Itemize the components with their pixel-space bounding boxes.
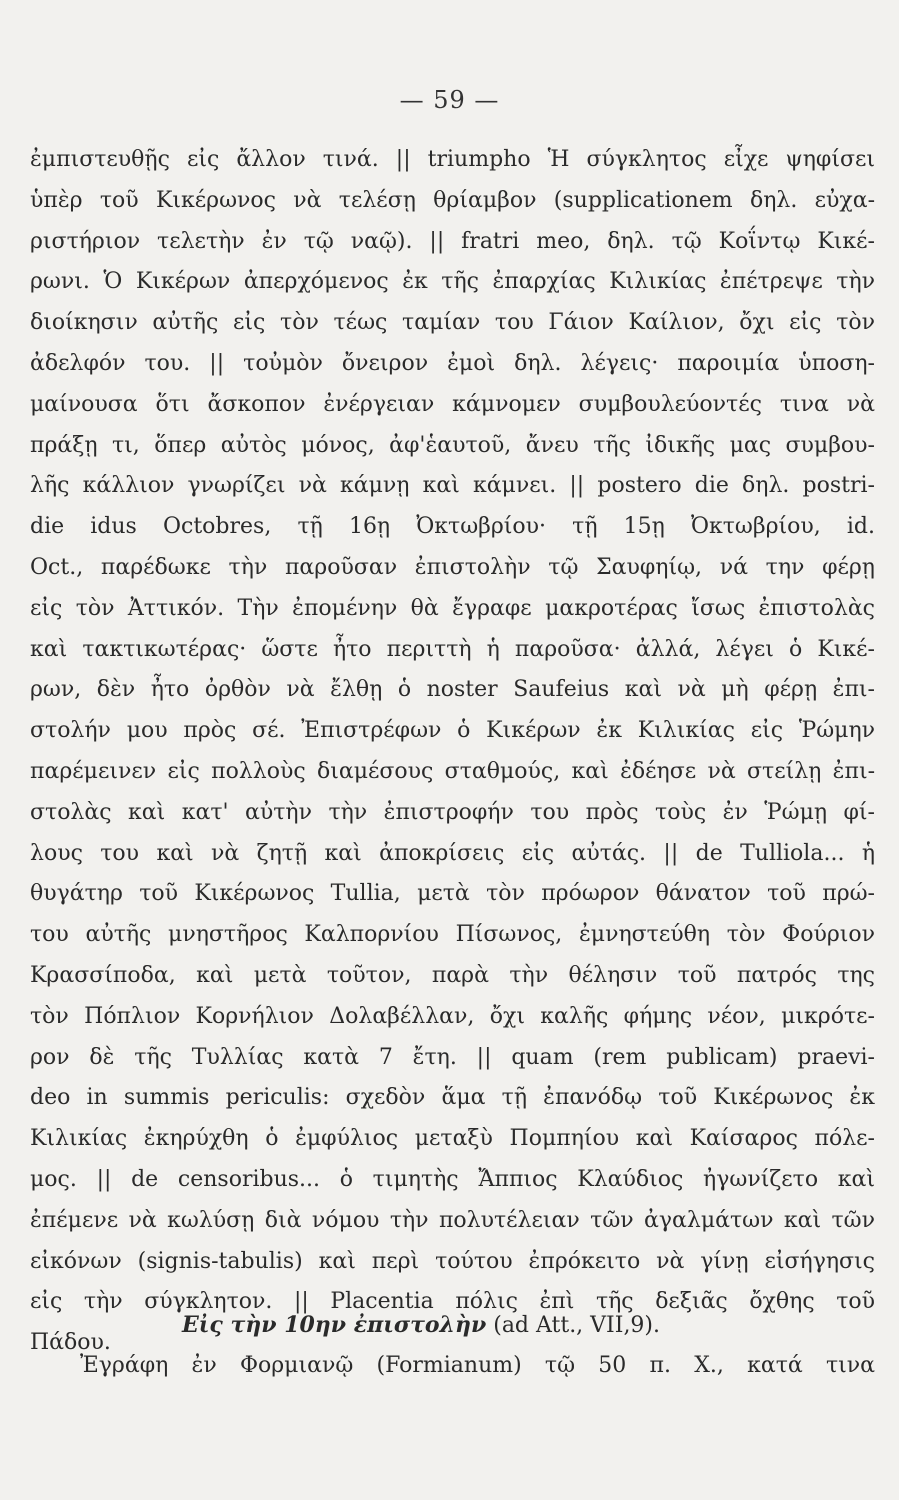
text-line: μαίνουσα ὅτι ἄσκοπον ἐνέργειαν κάμνομεν συμβουλεύοντές τινα νὰ (30, 391, 875, 417)
commentary-body (30, 140, 875, 1364)
text-line: Κιλικίας ἐκηρύχθη ὁ ἐμφύλιος μεταξὺ Πομπηίου καὶ Καίσαρος πόλε- (30, 1126, 875, 1152)
closing-line: Ἐγράφη ἐν Φορμιανῷ (Formianum) τῷ 50 π. Χ., κατά τινα (80, 1353, 875, 1378)
text-line: ὑπὲρ τοῦ Κικέρωνος νὰ τελέσῃ θρίαμβον (supplicationem δηλ. εὐχα- (30, 187, 875, 213)
text-line: στολήν μου πρὸς σέ. Ἐπιστρέφων ὁ Κικέρων ἐκ Κιλικίας εἰς Ῥώμην (30, 718, 875, 744)
text-line: Πάδου. (30, 1330, 111, 1356)
text-line: εἰς τὴν σύγκλητον. || Placentia πόλις ἐπὶ τῆς δεξιᾶς ὄχθης τοῦ (30, 1289, 875, 1315)
section-heading-title: Εἰς τὴν 10ην ἐπιστολὴν (182, 1312, 487, 1338)
text-line: διοίκησιν αὐτῆς εἰς τὸν τέως ταμίαν του Γάιον Καίλιον, ὄχι εἰς τὸν (30, 310, 875, 336)
section-heading-reference: (ad Att., VII,9). (493, 1313, 661, 1338)
text-line: ἐπέμενε νὰ κωλύσῃ διὰ νόμου τὴν πολυτέλειαν τῶν ἀγαλμάτων καὶ τῶν (30, 1207, 875, 1233)
text-line: του αὐτῆς μνηστῆρος Καλπορνίου Πίσωνος, ἐμνηστεύθη τὸν Φούριον (30, 922, 875, 948)
text-line: Κρασσίποδα, καὶ μετὰ τοῦτον, παρὰ τὴν θέλησιν τοῦ πατρός της (30, 962, 875, 988)
text-line: ρωνι. Ὁ Κικέρων ἀπερχόμενος ἐκ τῆς ἐπαρχίας Κιλικίας ἐπέτρεψε τὴν (30, 269, 875, 295)
text-line: die idus Octobres, τῇ 16ῃ Ὀκτωβρίου· τῇ 15ῃ Ὀκτωβρίου, id. (30, 514, 875, 540)
text-line: λῆς κάλλιον γνωρίζει νὰ κάμνῃ καὶ κάμνει. || postero die δηλ. postri- (30, 473, 875, 499)
text-line: παρέμεινεν εἰς πολλοὺς διαμέσους σταθμούς, καὶ ἐδέησε νὰ στείλῃ ἐπι- (30, 758, 875, 784)
text-line: μος. || de censoribus... ὁ τιμητὴς Ἄππιος Κλαύδιος ἠγωνίζετο καὶ (30, 1166, 875, 1192)
text-line: εἰκόνων (signis-tabulis) καὶ περὶ τούτου ἐπρόκειτο νὰ γίνῃ εἰσήγησις (30, 1248, 875, 1274)
text-line: ριστήριον τελετὴν ἐν τῷ ναῷ). || fratri meo, δηλ. τῷ Κοΐντῳ Κικέ- (30, 228, 875, 254)
text-line: ρων, δὲν ἦτο ὀρθὸν νὰ ἔλθῃ ὁ noster Saufeius καὶ νὰ μὴ φέρῃ ἐπι- (30, 677, 875, 703)
text-line: στολὰς καὶ κατ' αὐτὴν τὴν ἐπιστροφήν του πρὸς τοὺς ἐν Ῥώμῃ φί- (30, 799, 875, 825)
text-line: ἀδελφόν του. || τοὐμὸν ὄνειρον ἐμοὶ δηλ. λέγεις· παροιμία ὑποση- (30, 350, 875, 376)
text-line: καὶ τακτικωτέρας· ὥστε ἦτο περιττὴ ἡ παροῦσα· ἀλλά, λέγει ὁ Κικέ- (30, 636, 875, 662)
text-line: πράξῃ τι, ὅπερ αὐτὸς μόνος, ἀφ'ἑαυτοῦ, ἄνευ τῆς ἰδικῆς μας συμβου- (30, 432, 875, 458)
text-line: deo in summis periculis: σχεδὸν ἅμα τῇ ἐπανόδῳ τοῦ Κικέρωνος ἐκ (30, 1085, 875, 1111)
page-number: — 59 — (399, 86, 500, 114)
text-line: Oct., παρέδωκε τὴν παροῦσαν ἐπιστολὴν τῷ Σαυφηίῳ, νά την φέρῃ (30, 554, 875, 580)
text-line: τὸν Πόπλιον Κορνήλιον Δολαβέλλαν, ὄχι καλῆς φήμης νέον, μικρότε- (30, 1003, 875, 1029)
text-line: ρον δὲ τῆς Τυλλίας κατὰ 7 ἔτη. || quam (rem publicam) praevi- (30, 1044, 875, 1070)
text-line: ἐμπιστευθῇς εἰς ἄλλον τινά. || triumpho Ἡ σύγκλητος εἶχε ψηφίσει (30, 147, 875, 172)
text-line: θυγάτηρ τοῦ Κικέρωνος Tullia, μετὰ τὸν πρόωρον θάνατον τοῦ πρώ- (30, 881, 875, 907)
section-heading (182, 1312, 660, 1338)
text-line: λους του καὶ νὰ ζητῇ καὶ ἀποκρίσεις εἰς αὐτάς. || de Tulliola... ἡ (30, 840, 875, 866)
text-line: εἰς τὸν Ἀττικόν. Τὴν ἐπομένην θὰ ἔγραφε μακροτέρας ἴσως ἐπιστολὰς (30, 595, 875, 621)
